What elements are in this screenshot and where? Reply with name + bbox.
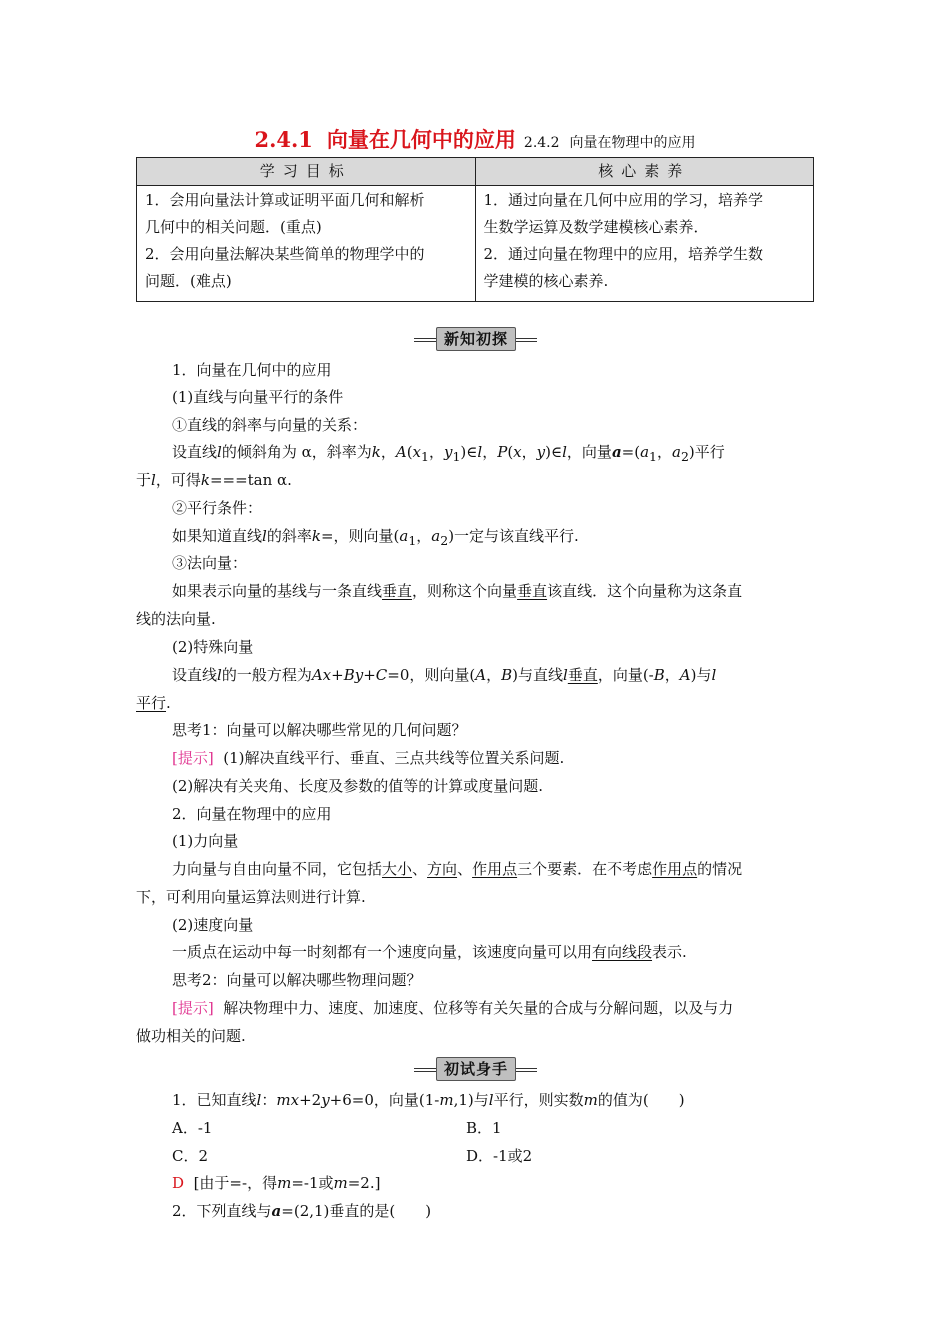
text-line: 2．向量在物理中的应用 xyxy=(172,805,332,823)
text-line: [提示] (1)解决直线平行、垂直、三点共线等位置关系问题. xyxy=(172,749,565,767)
goals-line: 2．会用向量法解决某些简单的物理学中的 xyxy=(145,245,425,263)
text-line: [提示] 解决物理中力、速度、加速度、位移等有关矢量的合成与分解问题，以及与力 xyxy=(172,999,734,1017)
text-line: ②平行条件： xyxy=(172,499,263,517)
subsection-number: 2.4.2 xyxy=(523,135,560,151)
text-line: 于l，可得k===tan α. xyxy=(136,471,292,489)
goals-line: 问题．(难点) xyxy=(145,272,232,290)
text-line: 设直线l的一般方程为Ax+By+C=0，则向量(A，B)与直线l垂直，向量(-B，A)与l xyxy=(172,666,717,684)
question-1: 1．已知直线l：mx+2y+6=0，向量(1-m,1)与l平行，则实数m的值为( ) xyxy=(172,1091,685,1109)
text-line: (1)力向量 xyxy=(172,832,239,850)
text-line: 1．向量在几何中的应用 xyxy=(172,361,332,379)
answer-letter: D xyxy=(172,1174,185,1192)
hint-tag: [提示] xyxy=(172,999,214,1017)
option-a: A．-1 xyxy=(172,1119,213,1137)
text-line: (1)直线与向量平行的条件 xyxy=(172,388,344,406)
banner-new-knowledge xyxy=(414,327,537,351)
text-line: 如果表示向量的基线与一条直线垂直，则称这个向量垂直该直线．这个向量称为这条直 xyxy=(172,582,743,600)
literacy-cell xyxy=(475,186,814,302)
text-line: 下，可利用向量运算法则进行计算. xyxy=(136,888,366,906)
option-c: C．2 xyxy=(172,1147,209,1165)
section-heading: 向量在几何中的应用 xyxy=(326,127,516,152)
goals-table xyxy=(136,157,814,302)
text-line: ③法向量： xyxy=(172,554,248,572)
literacy-line: 2．通过向量在物理中的应用，培养学生数 xyxy=(483,245,764,263)
goals-cell xyxy=(137,186,476,302)
answer-1: D [由于=-，得m=-1或m=2.] xyxy=(172,1174,381,1192)
option-b: B．1 xyxy=(466,1119,502,1137)
text-line: 思考1：向量可以解决哪些常见的几何问题？ xyxy=(172,721,467,739)
text-line: (2)速度向量 xyxy=(172,916,254,934)
banner-first-try xyxy=(414,1057,537,1081)
text-line: 思考2：向量可以解决哪些物理问题？ xyxy=(172,971,422,989)
literacy-header: 核心素养 xyxy=(475,158,814,186)
option-d: D．-1或2 xyxy=(466,1147,533,1165)
literacy-line: 1．通过向量在几何中应用的学习，培养学 xyxy=(483,191,764,209)
text-line: 如果知道直线l的斜率k=，则向量($a_1$，$a_2$)一定与该直线平行. xyxy=(172,527,579,548)
banner-label: 新知初探 xyxy=(436,327,516,351)
literacy-line: 学建模的核心素养. xyxy=(483,272,609,290)
text-line: ①直线的斜率与向量的关系： xyxy=(172,416,368,434)
text-line: 力向量与自由向量不同，它包括大小、方向、作用点三个要素．在不考虑作用点的情况 xyxy=(172,860,743,878)
text-line: 做功相关的问题. xyxy=(136,1027,246,1045)
text-line: 线的法向量. xyxy=(136,610,216,628)
text-line: 一质点在运动中每一时刻都有一个速度向量，该速度向量可以用有向线段表示. xyxy=(172,943,687,961)
section-number: 2.4.1 xyxy=(254,127,313,152)
subsection-heading: 向量在物理中的应用 xyxy=(569,135,696,151)
literacy-line: 生数学运算及数学建模核心素养． xyxy=(483,218,709,236)
hint-tag: [提示] xyxy=(172,749,214,767)
banner-label: 初试身手 xyxy=(436,1057,516,1081)
question-2: 2．下列直线与a=(2,1)垂直的是( ) xyxy=(172,1202,432,1220)
text-line: 设直线l的倾斜角为 α，斜率为k，$A(x_1$，$y_1)\in l$，P(x，y)∈l，向量$a=(a_1$，$a_2$)平行 xyxy=(172,443,725,464)
text-line: (2)特殊向量 xyxy=(172,638,254,656)
text-line: (2)解决有关夹角、长度及参数的值等的计算或度量问题. xyxy=(172,777,544,795)
goals-header: 学习目标 xyxy=(137,158,476,186)
section-title xyxy=(0,124,950,154)
goals-line: 几何中的相关问题．(重点) xyxy=(145,218,322,236)
text-line: 平行. xyxy=(136,694,171,712)
goals-line: 1．会用向量法计算或证明平面几何和解析 xyxy=(145,191,425,209)
